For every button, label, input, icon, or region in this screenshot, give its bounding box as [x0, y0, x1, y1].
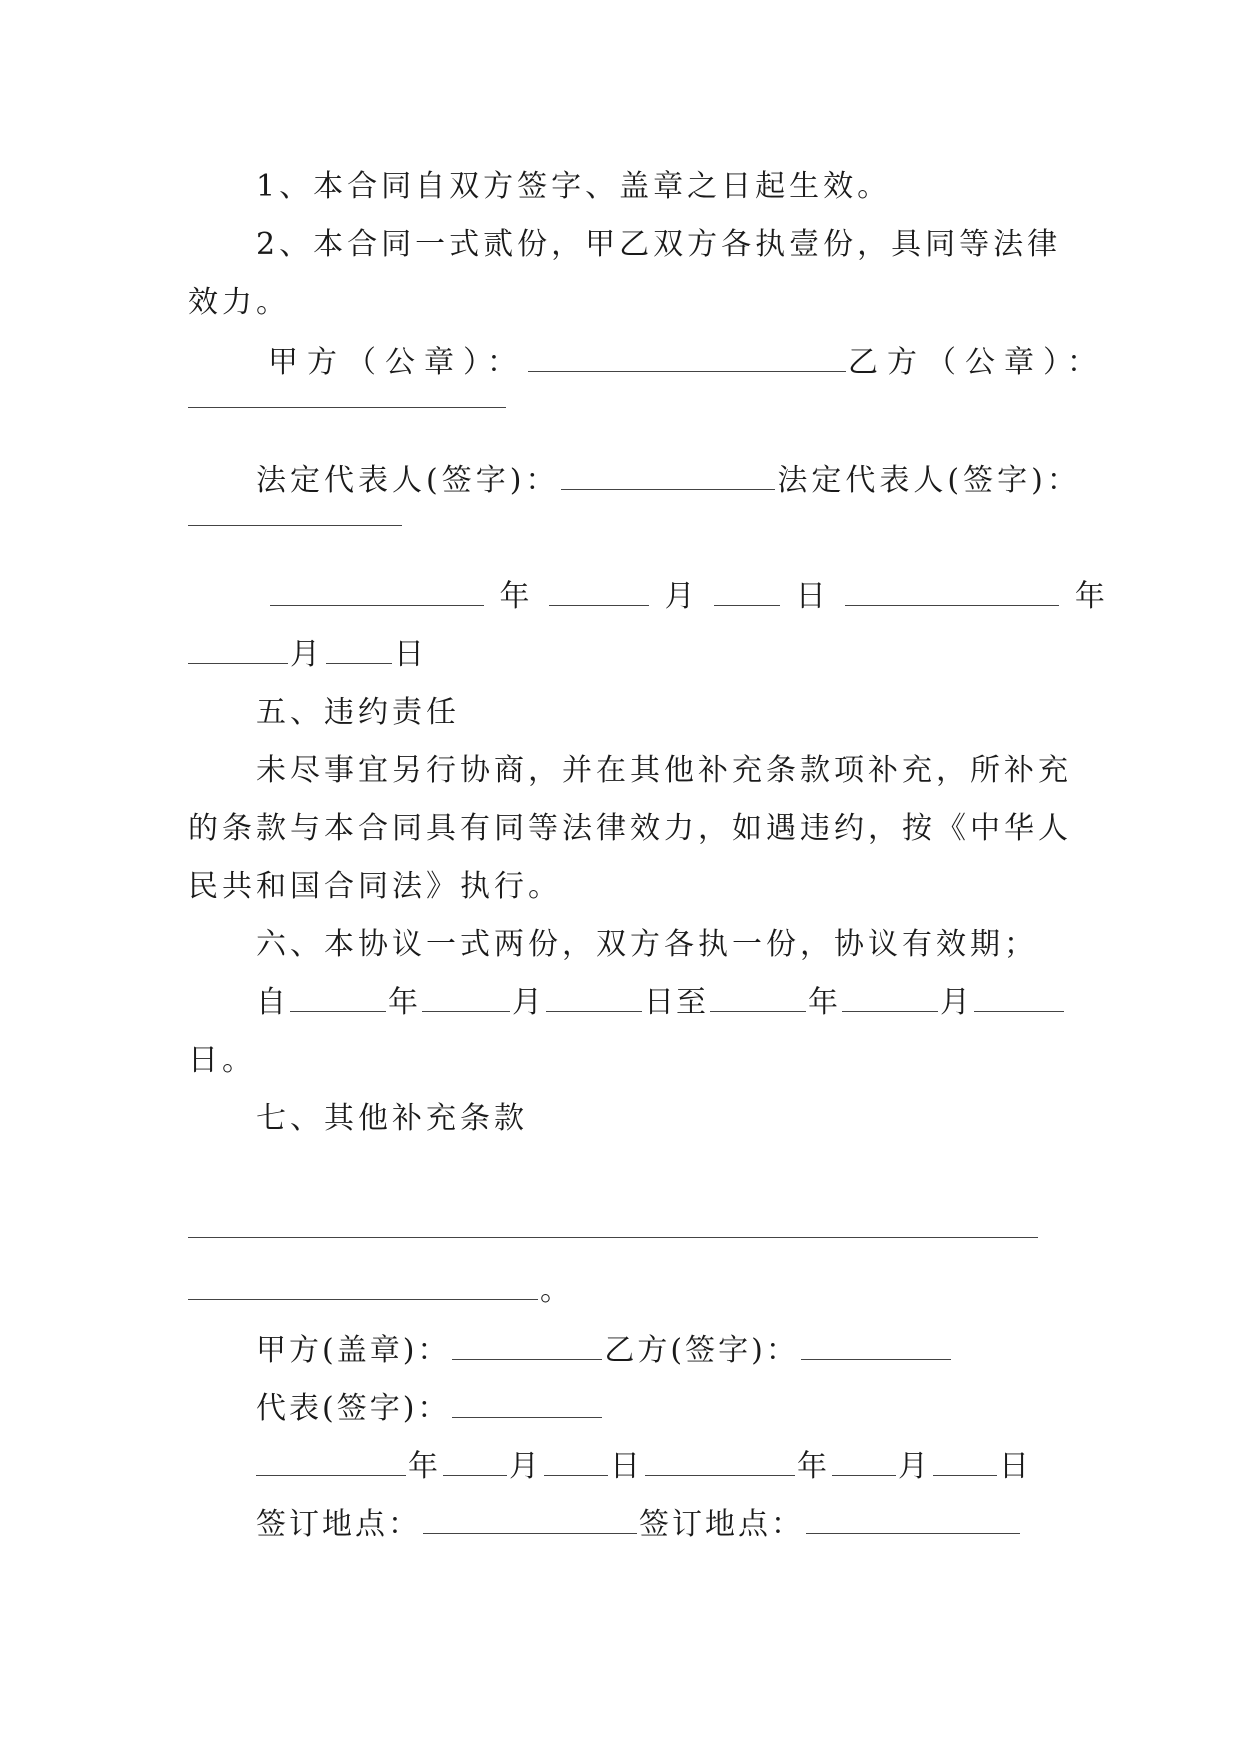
validity-start-day-blank[interactable] [546, 1011, 642, 1012]
section-5-body-1: 未尽事宜另行协商，并在其他补充条款项补充，所补充 [256, 753, 1072, 788]
party-b-seal-blank[interactable] [188, 407, 506, 408]
validity-line-2: 日。 [188, 1043, 256, 1078]
validity-end-month-label: 月 [940, 985, 972, 1020]
date-a-year-blank[interactable] [270, 605, 484, 606]
signing-place-a-label: 签订地点： [256, 1507, 421, 1542]
section-5-body-2: 的条款与本合同具有同等法律效力，如遇违约，按《中华人 [188, 811, 1072, 846]
sign-date-a-month-label: 月 [509, 1449, 542, 1484]
date-line-1 [268, 568, 1109, 626]
validity-end-day-blank[interactable] [974, 1011, 1064, 1012]
validity-end-month-blank[interactable] [842, 1011, 938, 1012]
supplement-blank-2[interactable] [188, 1299, 538, 1300]
supplement-line-1 [188, 1200, 1048, 1258]
sign-date-a-day-blank[interactable] [544, 1475, 608, 1476]
clause-2-line-1: 2、本合同一式贰份，甲乙双方各执壹份，具同等法律 [256, 227, 1062, 262]
date-b-month-blank[interactable] [188, 663, 288, 664]
validity-from-label: 自 [256, 985, 288, 1020]
date-b-year-blank[interactable] [845, 605, 1059, 606]
section-5-body-3: 民共和国合同法》执行。 [188, 869, 562, 904]
party-b-seal-label: 乙方（公章）： [848, 345, 1106, 380]
signing-place-a-blank[interactable] [423, 1533, 637, 1534]
validity-start-year-blank[interactable] [290, 1011, 386, 1012]
sign-date-a-year-label: 年 [408, 1449, 441, 1484]
signing-place-b-blank[interactable] [806, 1533, 1020, 1534]
legal-rep-line-2 [188, 488, 1048, 546]
signing-place-b-label: 签订地点： [639, 1507, 804, 1542]
seal-line-2 [188, 370, 1048, 428]
validity-start-month-label: 月 [512, 985, 544, 1020]
date-a-day-label: 日 [795, 579, 830, 614]
party-a-seal-label: 甲方（公章）： [268, 345, 526, 380]
validity-line-1 [256, 974, 1048, 1032]
signature-line-1 [256, 1322, 1048, 1380]
sign-date-b-day-blank[interactable] [933, 1475, 997, 1476]
validity-start-year-label: 年 [388, 985, 420, 1020]
party-b-sign-blank[interactable] [801, 1359, 951, 1360]
date-a-year-label: 年 [499, 579, 534, 614]
sign-date-b-month-label: 月 [898, 1449, 931, 1484]
validity-end-year-blank[interactable] [710, 1011, 806, 1012]
party-a-stamp-label: 甲方(盖章)： [256, 1333, 451, 1368]
sign-date-a-year-blank[interactable] [256, 1475, 406, 1476]
legal-rep-a-label: 法定代表人(签字)： [256, 463, 560, 498]
validity-start-month-blank[interactable] [422, 1011, 510, 1012]
sign-date-b-day-label: 日 [999, 1449, 1032, 1484]
date-a-month-label: 月 [664, 579, 699, 614]
date-a-month-blank[interactable] [549, 605, 649, 606]
supplement-line-2 [188, 1262, 1048, 1320]
signature-date-line [256, 1438, 1048, 1496]
section-6-heading: 六、本协议一式两份，双方各执一份，协议有效期； [256, 927, 1038, 962]
date-b-month-label: 月 [290, 637, 324, 672]
representative-blank[interactable] [452, 1417, 602, 1418]
date-b-day-label: 日 [394, 637, 428, 672]
sign-date-b-year-label: 年 [797, 1449, 830, 1484]
sign-date-a-day-label: 日 [610, 1449, 643, 1484]
sign-date-a-month-blank[interactable] [443, 1475, 507, 1476]
sign-date-b-month-blank[interactable] [832, 1475, 896, 1476]
supplement-blank-1[interactable] [188, 1237, 1038, 1238]
signing-place-line [256, 1496, 1048, 1554]
party-a-stamp-blank[interactable] [452, 1359, 602, 1360]
section-5-heading: 五、违约责任 [256, 695, 460, 730]
clause-2-line-2: 效力。 [188, 285, 290, 320]
date-b-year-label: 年 [1074, 579, 1109, 614]
supplement-end-mark: 。 [540, 1273, 574, 1308]
section-7-heading: 七、其他补充条款 [256, 1101, 528, 1136]
validity-end-year-label: 年 [808, 985, 840, 1020]
validity-to-label: 日至 [644, 985, 708, 1020]
representative-label: 代表(签字)： [256, 1391, 451, 1426]
legal-rep-b-blank[interactable] [188, 525, 402, 526]
sign-date-b-year-blank[interactable] [645, 1475, 795, 1476]
date-a-day-blank[interactable] [714, 605, 780, 606]
date-line-2 [188, 626, 1048, 684]
date-b-day-blank[interactable] [326, 663, 392, 664]
clause-1: 1、本合同自双方签字、盖章之日起生效。 [256, 169, 892, 204]
signature-line-2 [256, 1380, 1048, 1438]
party-b-sign-label: 乙方(签字)： [604, 1333, 799, 1368]
legal-rep-b-label: 法定代表人(签字)： [777, 463, 1081, 498]
